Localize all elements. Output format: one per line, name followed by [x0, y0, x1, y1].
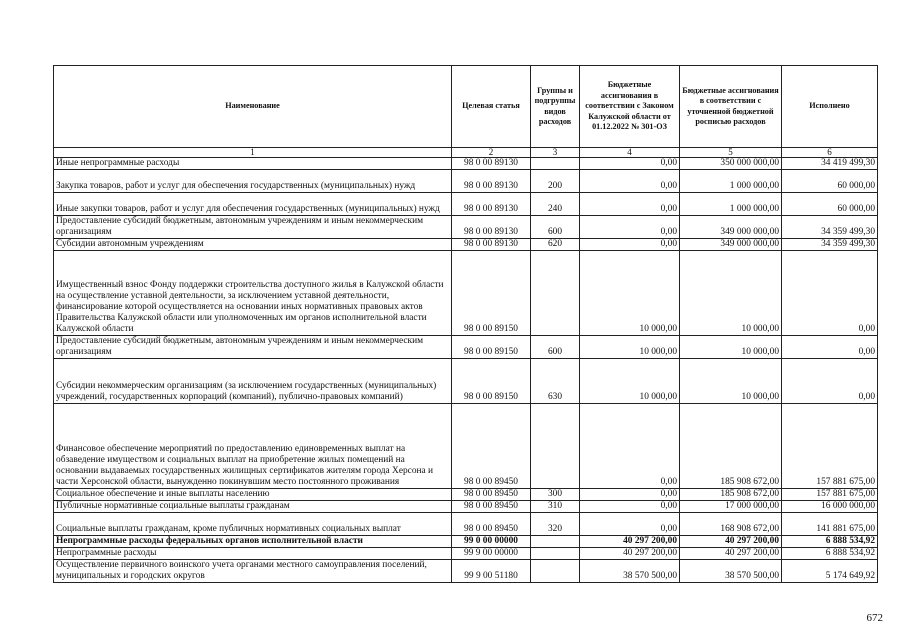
- row-target: 98 0 00 89150: [452, 336, 531, 359]
- header-refined: Бюджетные ассигнования в соответствии с уточненной бюджетной росписью расходов: [680, 66, 782, 148]
- row-refined: 349 000 000,00: [680, 216, 782, 239]
- table-row: [54, 513, 878, 536]
- table-row: [54, 501, 878, 513]
- table-row: [54, 193, 878, 216]
- row-law: 0,00: [580, 489, 680, 501]
- row-done: 0,00: [782, 336, 878, 359]
- row-law: 0,00: [580, 216, 680, 239]
- row-refined: 10 000,00: [680, 359, 782, 404]
- table-row: [54, 359, 878, 404]
- table-row: [54, 548, 878, 560]
- col-number: 4: [580, 148, 680, 158]
- row-name: Субсидии некоммерческим организациям (за исключением государственных (муниципальных) учреждений, государственных корпораций (компаний), публично-правовых компаний): [54, 359, 452, 404]
- row-group: [531, 251, 580, 336]
- row-target: 98 0 00 89130: [452, 193, 531, 216]
- row-refined: 185 908 672,00: [680, 489, 782, 501]
- row-group: 620: [531, 239, 580, 251]
- row-name: Иные непрограммные расходы: [54, 158, 452, 170]
- row-done: 5 174 649,92: [782, 560, 878, 583]
- row-refined: 350 000 000,00: [680, 158, 782, 170]
- row-group: [531, 536, 580, 548]
- row-done: 0,00: [782, 359, 878, 404]
- row-name: Непрограммные расходы: [54, 548, 452, 560]
- row-refined: 1 000 000,00: [680, 193, 782, 216]
- row-law: 10 000,00: [580, 359, 680, 404]
- row-group: [531, 560, 580, 583]
- row-group: 600: [531, 336, 580, 359]
- col-number: 2: [452, 148, 531, 158]
- row-done: 60 000,00: [782, 170, 878, 193]
- row-done: 141 881 675,00: [782, 513, 878, 536]
- row-law: 40 297 200,00: [580, 548, 680, 560]
- row-law: 0,00: [580, 513, 680, 536]
- header-name: Наименование: [54, 66, 452, 148]
- row-law: 40 297 200,00: [580, 536, 680, 548]
- row-name: Имущественный взнос Фонду поддержки строительства доступного жилья в Калужской области на осуществление уставной деятельности, за исключением уставной деятельности, финансирование которой осуществляется на основании иных нормативных правовых актов Правительства Калужской области или уполномоченных им органов исполнительной власти Калужской области: [54, 251, 452, 336]
- row-refined: 168 908 672,00: [680, 513, 782, 536]
- row-group: 320: [531, 513, 580, 536]
- row-group: [531, 404, 580, 489]
- header-done: Исполнено: [782, 66, 878, 148]
- row-refined: 185 908 672,00: [680, 404, 782, 489]
- row-group: 240: [531, 193, 580, 216]
- row-law: 0,00: [580, 404, 680, 489]
- row-done: 157 881 675,00: [782, 489, 878, 501]
- row-law: 38 570 500,00: [580, 560, 680, 583]
- row-done: 60 000,00: [782, 193, 878, 216]
- row-done: 6 888 534,92: [782, 536, 878, 548]
- row-name: Иные закупки товаров, работ и услуг для обеспечения государственных (муниципальных) нужд: [54, 193, 452, 216]
- header-target: Целевая статья: [452, 66, 531, 148]
- col-number: 3: [531, 148, 580, 158]
- row-law: 10 000,00: [580, 336, 680, 359]
- row-target: 98 0 00 89130: [452, 216, 531, 239]
- row-name: Предоставление субсидий бюджетным, автономным учреждениям и иным некоммерческим организациям: [54, 336, 452, 359]
- table-row: [54, 216, 878, 239]
- table-row: [54, 170, 878, 193]
- row-law: 0,00: [580, 501, 680, 513]
- row-refined: 1 000 000,00: [680, 170, 782, 193]
- row-refined: 349 000 000,00: [680, 239, 782, 251]
- row-law: 0,00: [580, 239, 680, 251]
- row-law: 10 000,00: [580, 251, 680, 336]
- row-name: Публичные нормативные социальные выплаты гражданам: [54, 501, 452, 513]
- budget-table: [53, 65, 878, 583]
- row-name: Предоставление субсидий бюджетным, автономным учреждениям и иным некоммерческим организациям: [54, 216, 452, 239]
- row-target: 98 0 00 89450: [452, 513, 531, 536]
- header-law: Бюджетные ассигнования в соответствии с Законом Калужской области от 01.12.2022 № 301-ОЗ: [580, 66, 680, 148]
- row-refined: 40 297 200,00: [680, 536, 782, 548]
- row-name: Социальное обеспечение и иные выплаты населению: [54, 489, 452, 501]
- row-name: Непрограммные расходы федеральных органов исполнительной власти: [54, 536, 452, 548]
- row-law: 0,00: [580, 170, 680, 193]
- row-target: 98 0 00 89450: [452, 404, 531, 489]
- table-row: [54, 560, 878, 583]
- row-refined: 17 000 000,00: [680, 501, 782, 513]
- row-done: 0,00: [782, 251, 878, 336]
- row-law: 0,00: [580, 158, 680, 170]
- row-done: 34 359 499,30: [782, 239, 878, 251]
- row-target: 99 9 00 51180: [452, 560, 531, 583]
- row-refined: 10 000,00: [680, 336, 782, 359]
- row-name: Субсидии автономным учреждениям: [54, 239, 452, 251]
- row-target: 98 0 00 89150: [452, 359, 531, 404]
- row-group: 300: [531, 489, 580, 501]
- row-target: 98 0 00 89450: [452, 489, 531, 501]
- table-row: [54, 536, 878, 548]
- row-done: 157 881 675,00: [782, 404, 878, 489]
- row-target: 99 0 00 00000: [452, 536, 531, 548]
- row-group: 200: [531, 170, 580, 193]
- row-group: 600: [531, 216, 580, 239]
- row-target: 98 0 00 89150: [452, 251, 531, 336]
- row-target: 98 0 00 89130: [452, 158, 531, 170]
- row-refined: 40 297 200,00: [680, 548, 782, 560]
- col-number: 5: [680, 148, 782, 158]
- row-done: 34 419 499,30: [782, 158, 878, 170]
- table-row: [54, 336, 878, 359]
- row-name: Финансовое обеспечение мероприятий по предоставлению единовременных выплат на обзаведение имуществом и социальных выплат на приобретение жилых помещений на основании выдаваемых государственных жилищных сертификатов жителям города Херсона и части Херсонской области, вынужденно покинувшим место постоянного проживания: [54, 404, 452, 489]
- row-group: [531, 158, 580, 170]
- row-group: 310: [531, 501, 580, 513]
- table-row: [54, 239, 878, 251]
- row-target: 98 0 00 89130: [452, 170, 531, 193]
- row-target: 98 0 00 89450: [452, 501, 531, 513]
- col-number: 6: [782, 148, 878, 158]
- row-refined: 38 570 500,00: [680, 560, 782, 583]
- row-name: Закупка товаров, работ и услуг для обеспечения государственных (муниципальных) нужд: [54, 170, 452, 193]
- row-name: Осуществление первичного воинского учета органами местного самоуправления поселений, муниципальных и городских округов: [54, 560, 452, 583]
- table-row: [54, 158, 878, 170]
- row-law: 0,00: [580, 193, 680, 216]
- header-group: Группы и подгруппы видов расходов: [531, 66, 580, 148]
- page-number: 672: [866, 612, 883, 624]
- row-name: Социальные выплаты гражданам, кроме публичных нормативных социальных выплат: [54, 513, 452, 536]
- table-row: [54, 251, 878, 336]
- row-target: 99 9 00 00000: [452, 548, 531, 560]
- table-row: [54, 404, 878, 489]
- col-number: 1: [54, 148, 452, 158]
- row-done: 16 000 000,00: [782, 501, 878, 513]
- row-done: 6 888 534,92: [782, 548, 878, 560]
- row-refined: 10 000,00: [680, 251, 782, 336]
- table-row: [54, 489, 878, 501]
- row-target: 98 0 00 89130: [452, 239, 531, 251]
- row-done: 34 359 499,30: [782, 216, 878, 239]
- row-group: [531, 548, 580, 560]
- row-group: 630: [531, 359, 580, 404]
